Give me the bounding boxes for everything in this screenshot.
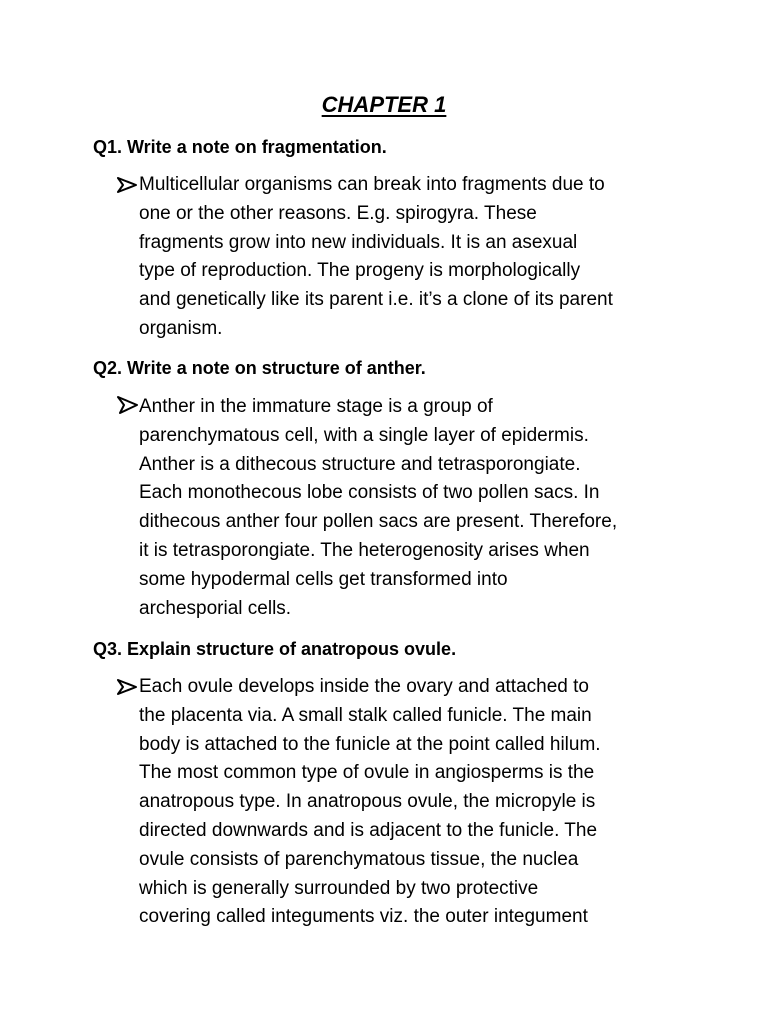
- answer-line: body is attached to the funicle at the point called hilum.: [139, 733, 601, 755]
- answer-line: Each ovule develops inside the ovary and attached to: [139, 676, 589, 697]
- answer-3: [116, 673, 696, 932]
- answer-line: which is generally surrounded by two protective: [139, 877, 539, 899]
- arrow-bullet-icon: [116, 171, 138, 199]
- answer-line: dithecous anther four pollen sacs are present. Therefore,: [139, 511, 618, 533]
- answer-2-text: [139, 393, 696, 623]
- question-2: Q2. Write a note on structure of anther.: [93, 358, 426, 378]
- answer-line: Anther in the immature stage is a group of: [139, 396, 493, 417]
- answer-1-text: [139, 171, 696, 344]
- answer-line: ovule consists of parenchymatous tissue, the nuclea: [139, 848, 579, 870]
- answer-line: archesporial cells.: [139, 597, 292, 619]
- arrow-bullet-icon: [116, 673, 138, 701]
- answer-2: [116, 393, 696, 623]
- answer-line: and genetically like its parent i.e. it’s a clone of its parent: [139, 289, 613, 311]
- chapter-title: CHAPTER 1: [321, 92, 447, 117]
- answer-line: anatropous type. In anatropous ovule, the micropyle is: [139, 791, 596, 813]
- answer-line: covering called integuments viz. the outer integument: [139, 906, 588, 928]
- answer-line: the placenta via. A small stalk called funicle. The main: [139, 704, 592, 726]
- question-3: Q3. Explain structure of anatropous ovule.: [93, 639, 457, 659]
- answer-line: parenchymatous cell, with a single layer of epidermis.: [139, 424, 589, 446]
- answer-1: [116, 171, 696, 344]
- arrow-bullet-icon: [116, 393, 138, 421]
- question-1: Q1. Write a note on fragmentation.: [93, 137, 387, 157]
- answer-line: The most common type of ovule in angiosperms is the: [139, 762, 595, 784]
- answer-line: Anther is a dithecous structure and tetrasporongiate.: [139, 453, 581, 475]
- answer-line: it is tetrasporongiate. The heterogenosity arises when: [139, 539, 590, 561]
- answer-line: one or the other reasons. E.g. spirogyra. These: [139, 202, 537, 224]
- answer-line: fragments grow into new individuals. It is an asexual: [139, 231, 578, 253]
- answer-line: some hypodermal cells get transformed into: [139, 568, 508, 590]
- answer-line: directed downwards and is adjacent to the funicle. The: [139, 819, 598, 841]
- answer-line: type of reproduction. The progeny is morphologically: [139, 260, 581, 282]
- answer-line: organism.: [139, 317, 223, 339]
- answer-line: Multicellular organisms can break into fragments due to: [139, 174, 605, 195]
- answer-line: Each monothecous lobe consists of two pollen sacs. In: [139, 482, 600, 504]
- answer-3-text: [139, 673, 696, 932]
